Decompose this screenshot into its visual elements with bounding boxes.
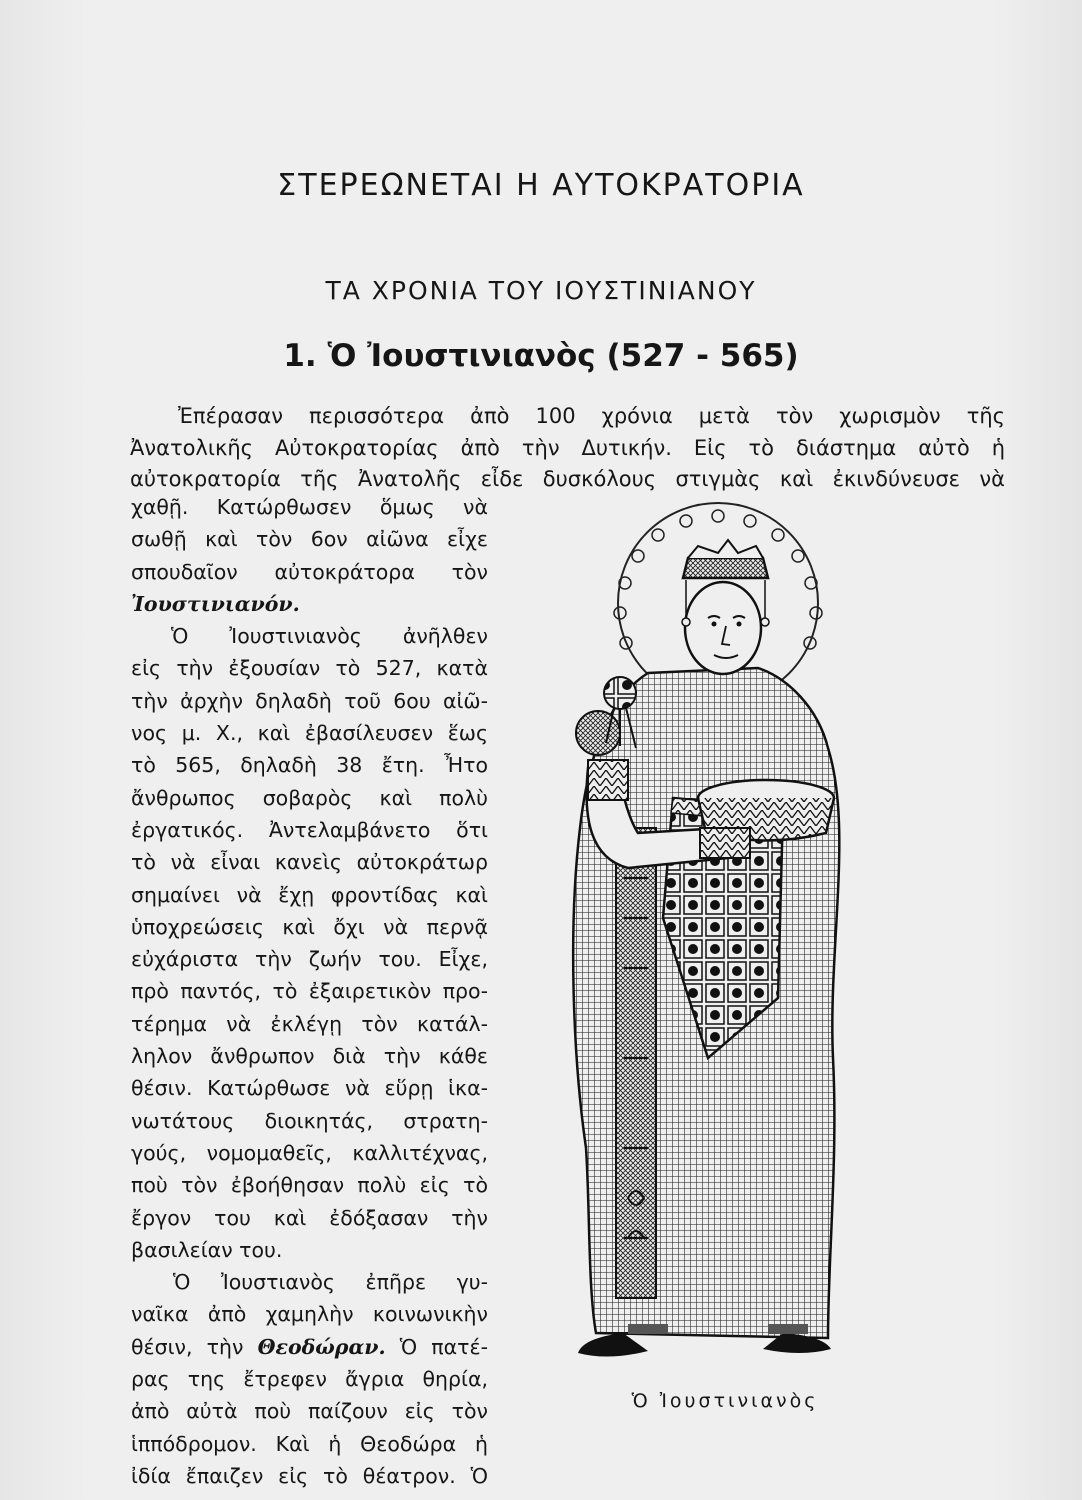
text-line: βασιλείαν του. <box>131 1237 283 1262</box>
text-line: τὸ 565, δηλαδὴ 38 ἔτη. Ἦτο <box>131 753 488 778</box>
text-line: εἰς τὴν ἐξουσίαν τὸ 527, κατὰ <box>131 656 488 681</box>
text-line: σωθῇ καὶ τὸν 6ον αἰῶνα εἶχε <box>131 527 488 552</box>
text-line: Ὁ Ἰουστινιανὸς ἀνῆλθεν <box>171 624 488 649</box>
text-line: ληλον ἄνθρωπον διὰ τὴν κάθε <box>131 1044 488 1069</box>
text-line: ἀπὸ αὐτὰ ποὺ παίζουν εἰς τὸν <box>131 1399 488 1424</box>
text-line: σημαίνει νὰ ἔχῃ φροντίδας καὶ <box>131 882 488 907</box>
tunic-band <box>616 828 656 1298</box>
fibula-brooch <box>604 677 636 709</box>
text-line: ἄνθρωπος σοβαρὸς καὶ πολὺ <box>131 785 488 810</box>
text-fragment: θέσιν, τὴν <box>131 1334 244 1359</box>
text-line: πρὸ παντός, τὸ ἐξαιρετικὸν προ- <box>131 979 488 1004</box>
text-line: ναῖκα ἀπὸ χαμηλὴν κοινωνικὴν <box>131 1302 488 1327</box>
left-shoe <box>578 1333 648 1357</box>
text-line: τὴν ἀρχὴν δηλαδὴ τοῦ 6ου αἰῶ- <box>131 688 488 713</box>
text-column <box>131 491 488 1492</box>
text-line: γούς, νομομαθεῖς, καλλιτέχνας, <box>131 1140 488 1165</box>
text-line: τὸ νὰ εἶναι κανεὶς αὐτοκράτωρ <box>131 850 488 875</box>
chapter-subtitle: ΤΑ ΧΡΟΝΙΑ ΤΟΥ ΙΟΥΣΤΙΝΙΑΝΟΥ <box>325 276 757 305</box>
section-heading: 1. Ὁ Ἰουστινιανὸς (527 - 565) <box>283 338 799 374</box>
text-line: τέρημα νὰ ἐκλέγῃ τὸν κατάλ- <box>131 1011 488 1036</box>
text-line: θέσιν. Κατώρθωσε νὰ εὕρῃ ἱκα- <box>131 1076 488 1101</box>
text-line: ποὺ τὸν ἐβοήθησαν πολὺ εἰς τὸ <box>131 1173 488 1198</box>
text-line: νωτάτους διοικητάς, στρατη- <box>131 1108 488 1133</box>
text-line: ἱππόδρομον. Καὶ ἡ Θεοδώρα ἡ <box>131 1431 488 1456</box>
text-line: εὐχάριστα τὴν ζωήν του. Εἶχε, <box>131 947 488 972</box>
text-line: νος μ. Χ., καὶ ἐβασίλευσεν ἕως <box>131 721 488 746</box>
emphasized-name: Ἰουστινιανόν. <box>131 591 300 616</box>
text-line: ἰδία ἔπαιζεν εἰς τὸ θέατρον. Ὁ <box>131 1463 488 1488</box>
chapter-title: ΣΤΕΡΕΩΝΕΤΑΙ Η ΑΥΤΟΚΡΑΤΟΡΙΑ <box>277 168 805 203</box>
text-line: σπουδαῖον αὐτοκράτορα τὸν <box>131 559 488 584</box>
text-line-mixed <box>131 1331 488 1363</box>
shoulder-brooch <box>576 711 620 755</box>
text-line: ἐργατικός. Ἀντελαμβάνετο ὅτι <box>131 817 488 842</box>
crown <box>683 558 768 578</box>
text-line: ἔργον του καὶ ἐδόξασαν τὴν <box>131 1205 488 1230</box>
intro-line: αὐτοκρατορία τῆς Ἀνατολῆς εἶδε δυσκόλους στιγμὰς καὶ ἐκινδύνευσε νὰ <box>130 467 1005 491</box>
text-line: Ὁ Ἰουστιανὸς ἐπῆρε γυ- <box>173 1270 488 1295</box>
text-line: ρας της ἔτρεφεν ἄγρια θηρία, <box>131 1367 488 1392</box>
figure-caption: Ὁ Ἰουστινιανὸς <box>631 1390 819 1412</box>
text-fragment: Ὁ πατέ- <box>399 1334 488 1359</box>
intro-line: Ἀνατολικῆς Αὐτοκρατορίας ἀπὸ τὴν Δυτικήν. Εἰς τὸ διάστημα αὐτὸ ἡ <box>130 436 1005 460</box>
intro-line: Ἐπέρασαν περισσότερα ἀπὸ 100 χρόνια μετὰ τὸν χωρισμὸν τῆς <box>178 404 1005 428</box>
text-line: ὑποχρεώσεις καὶ ὄχι νὰ περνᾷ <box>131 914 488 939</box>
text-line: χαθῇ. Κατώρθωσεν ὅμως νὰ <box>131 495 488 519</box>
justinian-mosaic-illustration <box>528 498 858 1398</box>
emphasized-name: Θεοδώραν. <box>257 1334 386 1359</box>
face <box>685 582 761 674</box>
